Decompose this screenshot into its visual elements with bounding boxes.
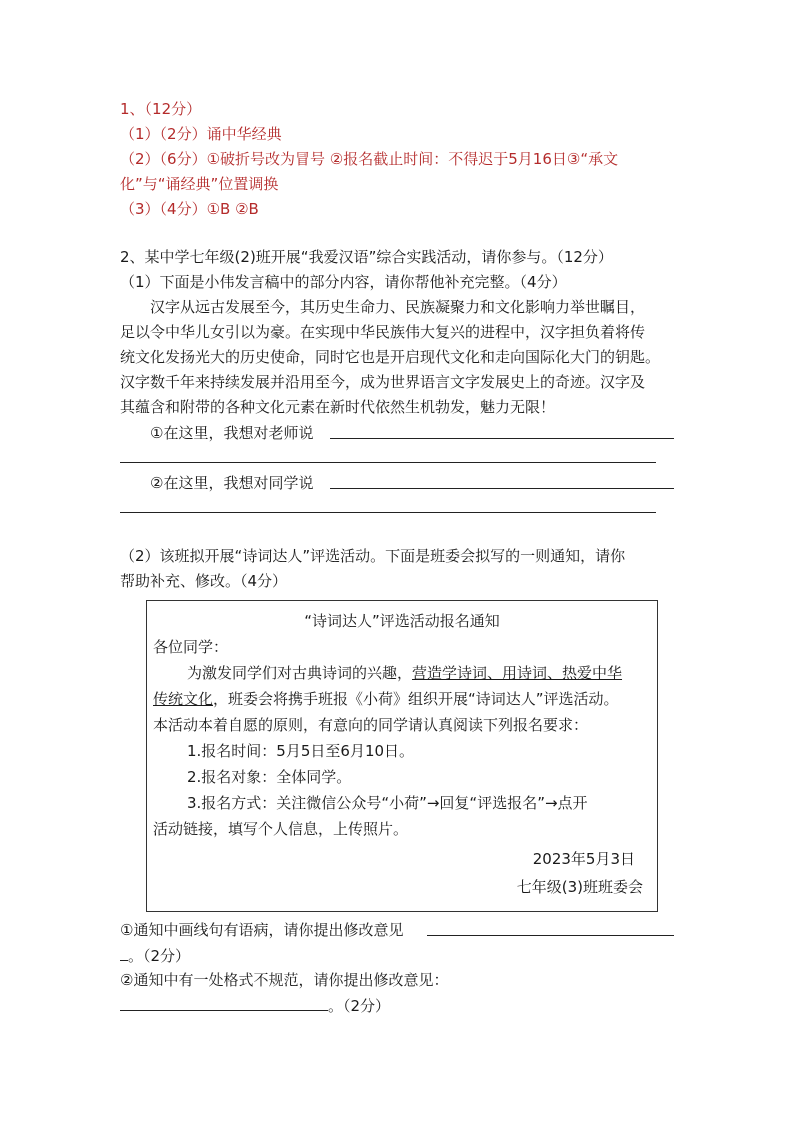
notice-body-line3: 本活动本着自愿的原则，有意向的同学请认真阅读下列报名要求： xyxy=(153,716,589,734)
underlined-sentence-b: 传统文化 xyxy=(153,690,214,708)
sub-question-1-text: ①通知中画线句有语病，请你提出修改意见 xyxy=(120,921,404,939)
answer-blank-sub-1-end[interactable] xyxy=(120,942,128,961)
sub-question-1-line2 xyxy=(120,942,190,969)
notice-date: 2023年5月3日 xyxy=(532,850,635,868)
part-2-prompt-line1: （2）该班拟开展“诗词达人”评选活动。下面是班委会拟写的一则通知，请你 xyxy=(120,547,626,565)
passage-line: 足以令中华儿女引以为豪。在实现中华民族伟大复兴的进程中，汉字担负着将传 xyxy=(120,323,646,341)
notice-body-line2 xyxy=(153,686,619,712)
answer-blank-teacher-1[interactable] xyxy=(330,420,674,439)
answer-blank-teacher-2[interactable] xyxy=(120,444,656,463)
notice-item-2: 2.报名对象：全体同学。 xyxy=(187,768,352,786)
fill-classmate-label: ②在这里，我想对同学说 xyxy=(150,474,314,492)
passage-line: 汉字从远古发展至今，其历史生命力、民族凝聚力和文化影响力举世瞩目， xyxy=(150,298,646,316)
passage-line: 汉字数千年来持续发展并沿用至今，成为世界语言文字发展史上的奇迹。汉字及 xyxy=(120,373,646,391)
notice-title: “诗词达人”评选活动报名通知 xyxy=(304,612,500,630)
answer-title: 1、（12分） xyxy=(120,100,202,118)
notice-item-3-line1: 3.报名方式：关注微信公众号“小荷”→回复“评选报名”→点开 xyxy=(187,794,588,812)
answer-2-line1: （2）（6分）①破折号改为冒号 ②报名截止时间：不得迟于5月16日③“承文 xyxy=(120,150,619,168)
fill-teacher-label: ①在这里，我想对老师说 xyxy=(150,424,314,442)
question-2-title: 2、某中学七年级(2)班开展“我爱汉语”综合实践活动，请你参与。（12分） xyxy=(120,248,613,266)
answer-1: （1）（2分）诵中华经典 xyxy=(120,125,282,143)
part-1-prompt: （1）下面是小伟发言稿中的部分内容，请你帮他补充完整。（4分） xyxy=(120,273,567,291)
answer-blank-sub-1[interactable] xyxy=(427,917,674,936)
passage-line: 统文化发扬光大的历史使命，同时它也是开启现代文化和走向国际化大门的钥匙。 xyxy=(120,348,661,366)
notice-item-1: 1.报名时间：5月5日至6月10日。 xyxy=(187,742,415,760)
answer-blank-sub-2[interactable] xyxy=(120,992,328,1011)
notice-greeting: 各位同学： xyxy=(153,638,229,656)
notice-body-line1 xyxy=(187,660,622,686)
underlined-sentence-a: 营造学诗词、用诗词、热爱中华 xyxy=(412,664,623,682)
fill-teacher xyxy=(150,420,313,446)
sub-question-1-line1 xyxy=(120,917,403,943)
notice-body-post: ，班委会将携手班报《小荷》组织开展“诗词达人”评选活动。 xyxy=(213,690,619,708)
answer-2-line2: 化”与“诵经典”位置调换 xyxy=(120,175,279,193)
passage-line: 其蕴含和附带的各种文化元素在新时代依然生机勃发，魅力无限！ xyxy=(120,398,556,416)
notice-item-3-line2: 活动链接，填写个人信息，上传照片。 xyxy=(153,820,409,838)
notice-box xyxy=(146,600,658,912)
answer-blank-classmate-1[interactable] xyxy=(330,470,674,489)
answer-3: （3）（4分）①B ②B xyxy=(120,200,259,218)
sub-question-2-line1: ②通知中有一处格式不规范，请你提出修改意见： xyxy=(120,971,449,989)
answer-blank-classmate-2[interactable] xyxy=(120,494,656,513)
fill-classmate xyxy=(150,470,313,496)
sub-question-1-score: 。（2分） xyxy=(128,947,191,965)
sub-question-2-line2 xyxy=(120,992,390,1019)
notice-body-pre: 为激发同学们对古典诗词的兴趣， xyxy=(187,664,413,682)
part-2-prompt-line2: 帮助补充、修改。（4分） xyxy=(120,572,288,590)
sub-question-2-score: 。（2分） xyxy=(328,997,391,1015)
notice-signature: 七年级(3)班班委会 xyxy=(516,878,643,896)
